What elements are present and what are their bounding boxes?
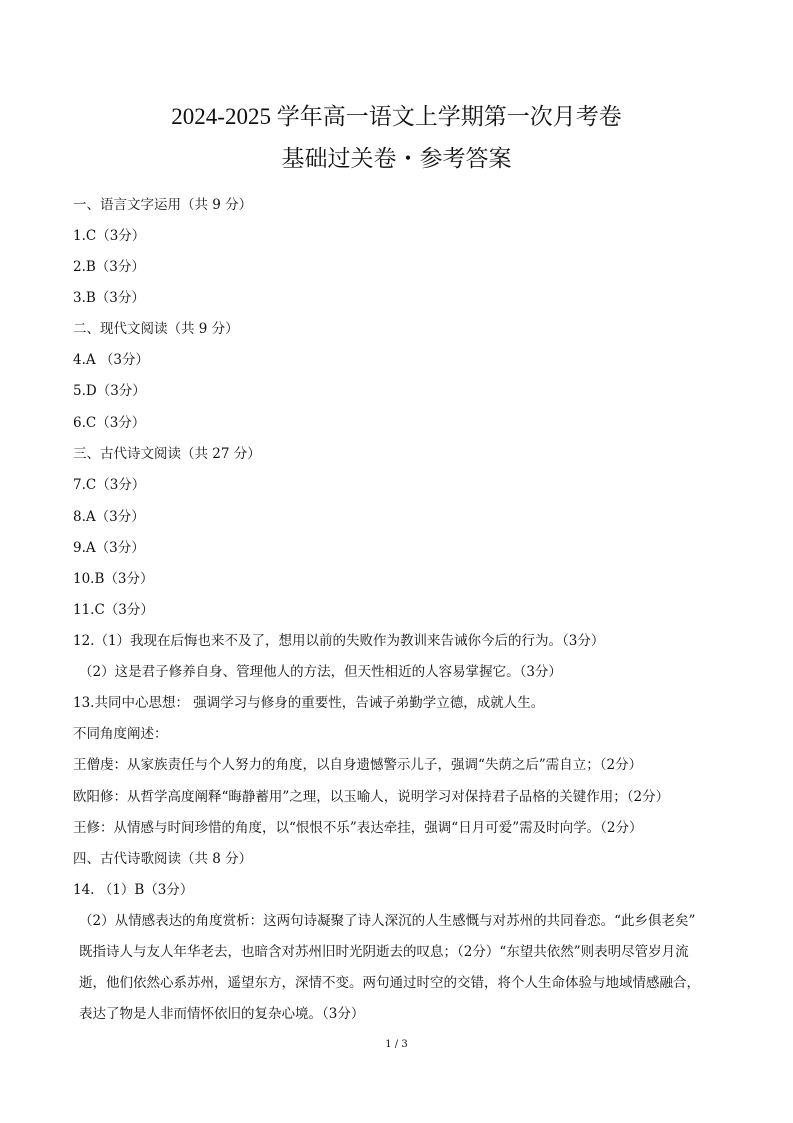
section-heading: 三、古代诗文阅读（共 27 分） [73, 446, 261, 462]
answer-line: 11.C（3分） [73, 602, 154, 618]
answer-paragraph-line: （2）从情感表达的角度赏析：这两句诗凝聚了诗人深沉的人生感慨与对苏州的共同眷恋。“此乡俱老矣” [79, 913, 696, 929]
answer-line: 王修：从情感与时间珍惜的角度，以“恨恨不乐”表达牵挂，强调“日月可爱”需及时向学。（2分） [73, 820, 643, 836]
document-subtitle: 基础过关卷・参考答案 [281, 146, 512, 171]
answer-paragraph-line: 既指诗人与友人年华老去，也暗含对苏州旧时光阴逝去的叹息；（2分）“东望共依然”则表明尽管岁月流 [79, 944, 689, 960]
answer-line: 4.A （3分） [73, 352, 150, 368]
answer-line: 8.A（3分） [73, 509, 145, 525]
answer-line: 10.B（3分） [73, 571, 154, 587]
answer-line: 5.D（3分） [73, 383, 146, 399]
answer-line: 欧阳修：从哲学高度阐释“晦静蓄用”之理，以玉喻人，说明学习对保持君子品格的关键作用；（2分） [73, 789, 670, 805]
answer-line: 13.共同中心思想： 强调学习与修身的重要性，告诫子弟勤学立德，成就人生。 [73, 695, 545, 711]
answer-line: 12.（1）我现在后悔也来不及了，想用以前的失败作为教训来告诫你今后的行为。（3分） [73, 633, 605, 649]
section-heading: 一、语言文字运用（共 9 分） [73, 197, 253, 213]
section-heading: 四、古代诗歌阅读（共 8 分） [73, 851, 253, 867]
section-heading: 二、现代文阅读（共 9 分） [73, 321, 239, 337]
answer-line: 7.C（3分） [73, 477, 146, 493]
answer-paragraph-line: 逝，他们依然心系苏州，遥望东方，深情不变。两句通过时空的交错，将个人生命体验与地域情感融合， [79, 975, 700, 991]
answer-line: 不同角度阐述： [73, 726, 168, 742]
answer-line: 6.C（3分） [73, 415, 146, 431]
document-title: 2024-2025 学年高一语文上学期第一次月考卷 [171, 104, 622, 129]
answer-line: 9.A（3分） [73, 540, 145, 556]
page-number: 1 / 3 [385, 1039, 408, 1050]
answer-paragraph-line: 表达了物是人非而情怀依旧的复杂心境。（3分） [79, 1006, 365, 1022]
answer-line: 王僧虔：从家族责任与个人努力的角度，以自身遗憾警示儿子，强调“失荫之后”需自立；（2分） [73, 757, 643, 773]
answer-line: 1.C（3分） [73, 228, 146, 244]
answer-line: 14. （1）B（3分） [73, 882, 194, 898]
answer-line: （2）这是君子修养自身、管理他人的方法，但天性相近的人容易掌握它。（3分） [79, 664, 562, 680]
answer-line: 2.B（3分） [73, 259, 145, 275]
answer-line: 3.B（3分） [73, 290, 145, 306]
